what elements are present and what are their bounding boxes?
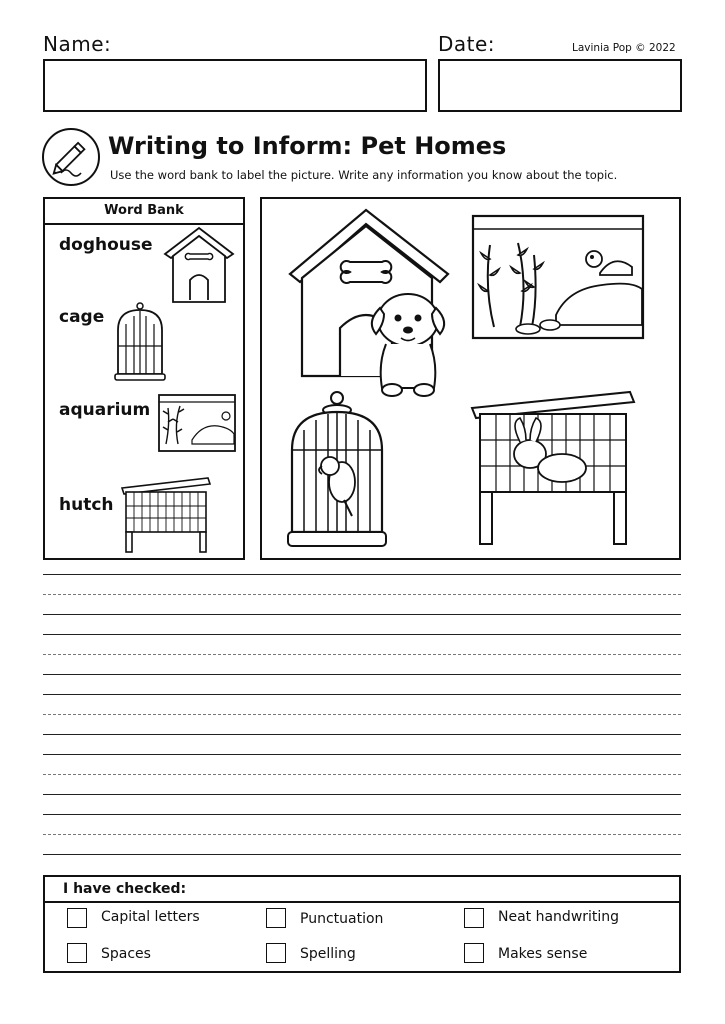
small-aquarium-icon	[158, 394, 236, 452]
word-aquarium: aquarium	[59, 400, 151, 420]
name-field[interactable]	[43, 59, 427, 112]
small-hutch-icon	[120, 476, 212, 554]
page-title: Writing to Inform: Pet Homes	[108, 132, 507, 160]
check-label-makes-sense: Makes sense	[498, 946, 588, 962]
doghouse-illustration	[288, 208, 460, 398]
small-doghouse-icon	[163, 226, 235, 304]
pencil-icon	[41, 127, 101, 187]
check-label-neat-handwriting: Neat handwriting	[498, 909, 620, 925]
check-label-capital-letters: Capital letters	[101, 909, 200, 925]
checkbox-neat-handwriting[interactable]	[464, 908, 484, 928]
checklist-heading: I have checked:	[45, 877, 679, 903]
checkbox-makes-sense[interactable]	[464, 943, 484, 963]
copyright: Lavinia Pop © 2022	[572, 42, 676, 54]
instructions: Use the word bank to label the picture. Write any information you know about the topic.	[110, 168, 618, 182]
name-label: Name:	[43, 32, 112, 56]
aquarium-illustration	[472, 215, 646, 341]
cage-illustration	[286, 390, 388, 550]
hutch-illustration	[470, 388, 636, 548]
check-label-punctuation: Punctuation	[300, 911, 384, 927]
check-label-spaces: Spaces	[101, 946, 151, 962]
word-bank-heading: Word Bank	[45, 199, 243, 225]
checkbox-spelling[interactable]	[266, 943, 286, 963]
word-doghouse: doghouse	[59, 235, 153, 255]
word-cage: cage	[59, 307, 105, 327]
word-hutch: hutch	[59, 495, 114, 515]
check-label-spelling: Spelling	[300, 946, 356, 962]
date-field[interactable]	[438, 59, 682, 112]
small-cage-icon	[113, 302, 167, 382]
checkbox-spaces[interactable]	[67, 943, 87, 963]
checkbox-punctuation[interactable]	[266, 908, 286, 928]
date-label: Date:	[438, 32, 496, 56]
checkbox-capital-letters[interactable]	[67, 908, 87, 928]
